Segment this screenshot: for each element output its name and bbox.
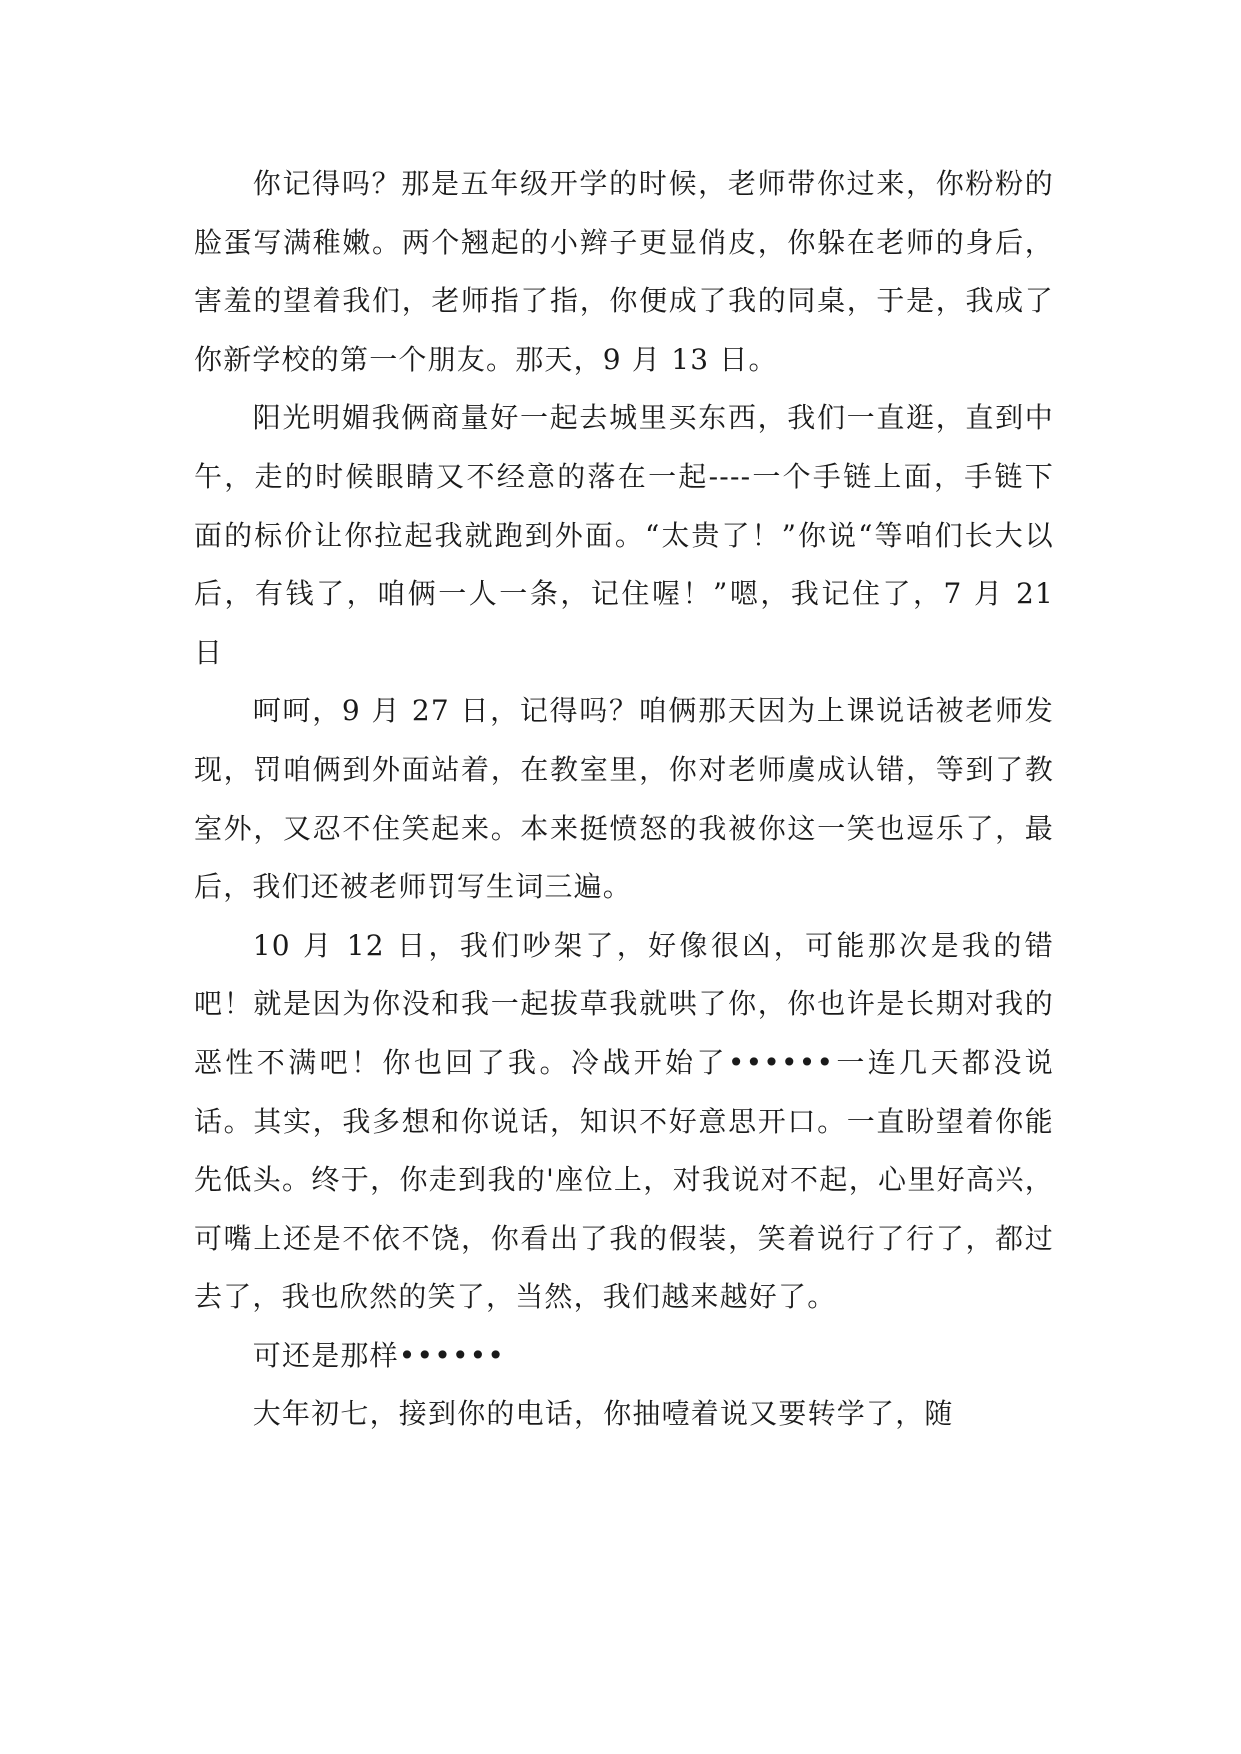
paragraph-1: 你记得吗？那是五年级开学的时候，老师带你过来，你粉粉的脸蛋写满稚嫩。两个翘起的小辫子更显俏皮，你躲在老师的身后，害羞的望着我们，老师指了指，你便成了我的同桌，于是，我成了你新学校的第一个朋友。那天，9 月 13 日。 <box>194 167 1054 376</box>
paragraph-6: 大年初七，接到你的电话，你抽噎着说又要转学了，随 <box>252 1397 954 1431</box>
paragraph-5: 可还是那样•••••• <box>252 1338 506 1372</box>
paragraph-3: 呵呵，9 月 27 日，记得吗？咱俩那天因为上课说话被老师发现，罚咱俩到外面站着，在教室里，你对老师虞成认错，等到了教室外，又忍不住笑起来。本来挺愤怒的我被你这一笑也逗乐了，最后，我们还被老师罚写生词三遍。 <box>194 694 1054 904</box>
paragraph-2: 阳光明媚我俩商量好一起去城里买东西，我们一直逛，直到中午，走的时候眼睛又不经意的落在一起----一个手链上面，手链下面的标价让你拉起我就跑到外面。“太贵了！”你说“等咱们长大以后，有钱了，咱俩一人一条，记住喔！”嗯，我记住了，7 月 21 日 <box>194 401 1054 669</box>
document-body <box>194 155 1054 1444</box>
paragraph-4: 10 月 12 日，我们吵架了，好像很凶，可能那次是我的错吧！就是因为你没和我一起拔草我就哄了你，你也许是长期对我的恶性不满吧！你也回了我。冷战开始了••••••一连几天都没说话。其实，我多想和你说话，知识不好意思开口。一直盼望着你能先低头。终于，你走到我的'座位上，对我说对不起，心里好高兴，可嘴上还是不依不饶，你看出了我的假装，笑着说行了行了，都过去了，我也欣然的笑了，当然，我们越来越好了。 <box>194 928 1054 1314</box>
